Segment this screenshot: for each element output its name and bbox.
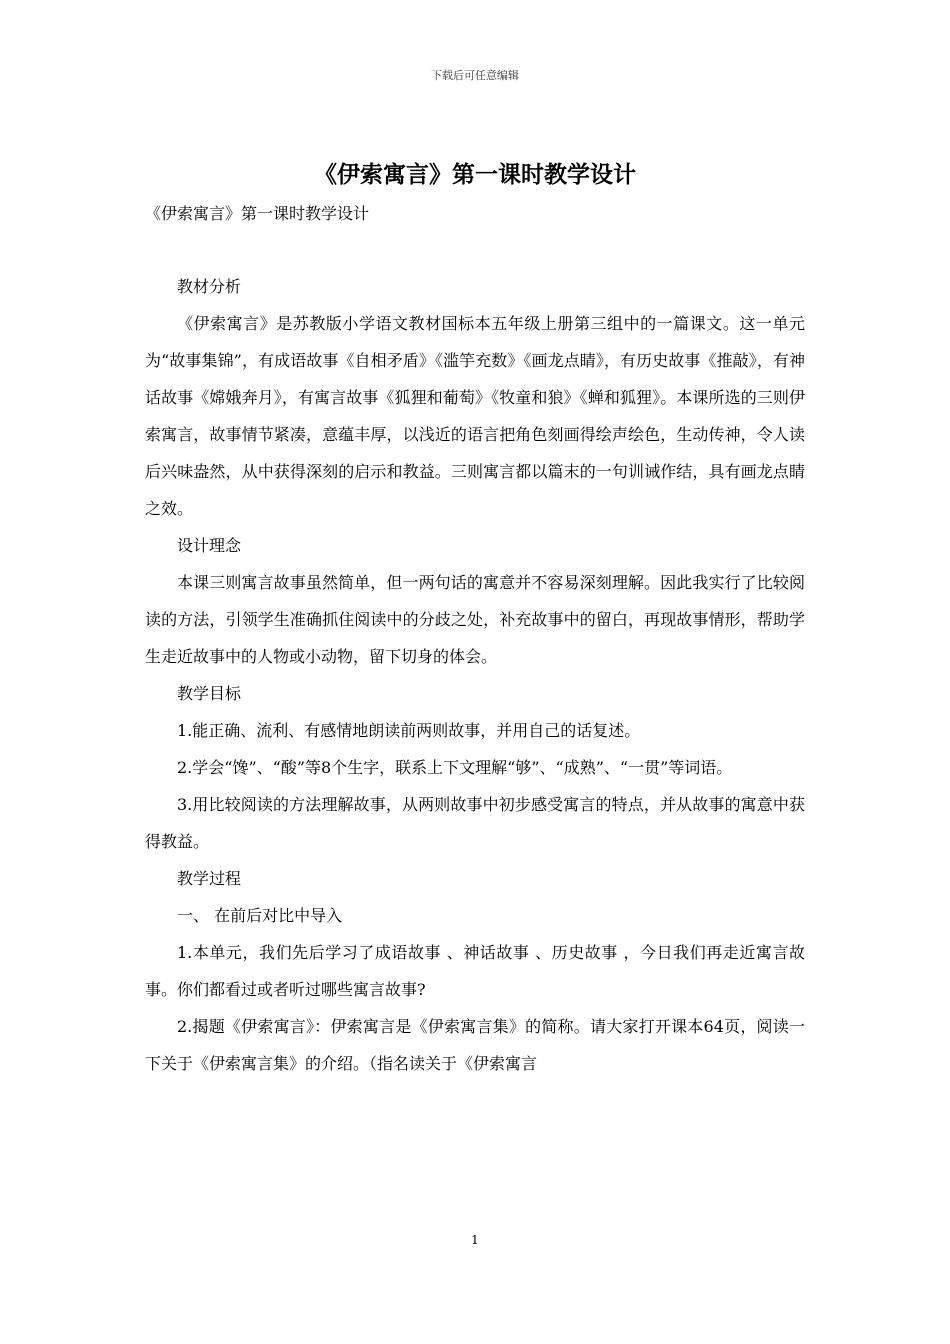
paragraph-concept: 本课三则寓言故事虽然简单，但一两句话的寓意并不容易深刻理解。因此我实行了比较阅读的方法，引领学生准确抓住阅读中的分歧之处，补充故事中的留白，再现故事情形，帮助学生走近故事中的人物或小动物，留下切身的体会。 — [145, 573, 805, 666]
section-heading-process: 教学过程 — [177, 869, 242, 888]
section-heading-concept: 设计理念 — [177, 536, 242, 555]
goal-item-2: 2.学会“馋”、“酸”等8个生字，联系上下文理解“够”、“成熟”、“一贯”等词语。 — [177, 758, 733, 777]
process-item-2: 2.揭题《伊索寓言》：伊索寓言是《伊索寓言集》的简称。请大家打开课本64页，阅读一下关于《伊索寓言集》的介绍。（指名读关于《伊索寓言 — [145, 1017, 805, 1073]
process-item-1: 1.本单元，我们先后学习了成语故事 、神话故事 、历史故事 ，今日我们再走近寓言故事。你们都看过或者听过哪些寓言故事? — [145, 943, 805, 999]
section-heading-goals: 教学目标 — [177, 684, 242, 703]
goal-item-3: 3.用比较阅读的方法理解故事，从两则故事中初步感受寓言的特点，并从故事的寓意中获得教益。 — [145, 795, 805, 851]
header-note: 下载后可任意编辑 — [431, 69, 519, 82]
process-step-heading-1: 一、 在前后对比中导入 — [177, 906, 343, 925]
goal-item-1: 1.能正确、流利、有感情地朗读前两则故事，并用自己的话复述。 — [177, 721, 641, 740]
document-subtitle: 《伊索寓言》第一课时教学设计 — [145, 204, 370, 223]
document-body — [145, 268, 805, 1082]
page-number: 1 — [471, 1233, 479, 1247]
paragraph-materials: 《伊索寓言》是苏教版小学语文教材国标本五年级上册第三组中的一篇课文。这一单元为“故事集锦”，有成语故事《自相矛盾》《滥竽充数》《画龙点睛》，有历史故事《推敲》，有神话故事《嫦娥奔月》，有寓言故事《狐狸和葡萄》《牧童和狼》《蝉和狐狸》。本课所选的三则伊索寓言，故事情节紧凑，意蕴丰厚，以浅近的语言把角色刻画得绘声绘色，生动传神，令人读后兴味盎然，从中获得深刻的启示和教益。三则寓言都以篇末的一句训诫作结，具有画龙点睛之效。 — [145, 314, 805, 518]
document-title: 《伊索寓言》第一课时教学设计 — [314, 162, 636, 188]
section-heading-materials: 教材分析 — [177, 277, 242, 296]
